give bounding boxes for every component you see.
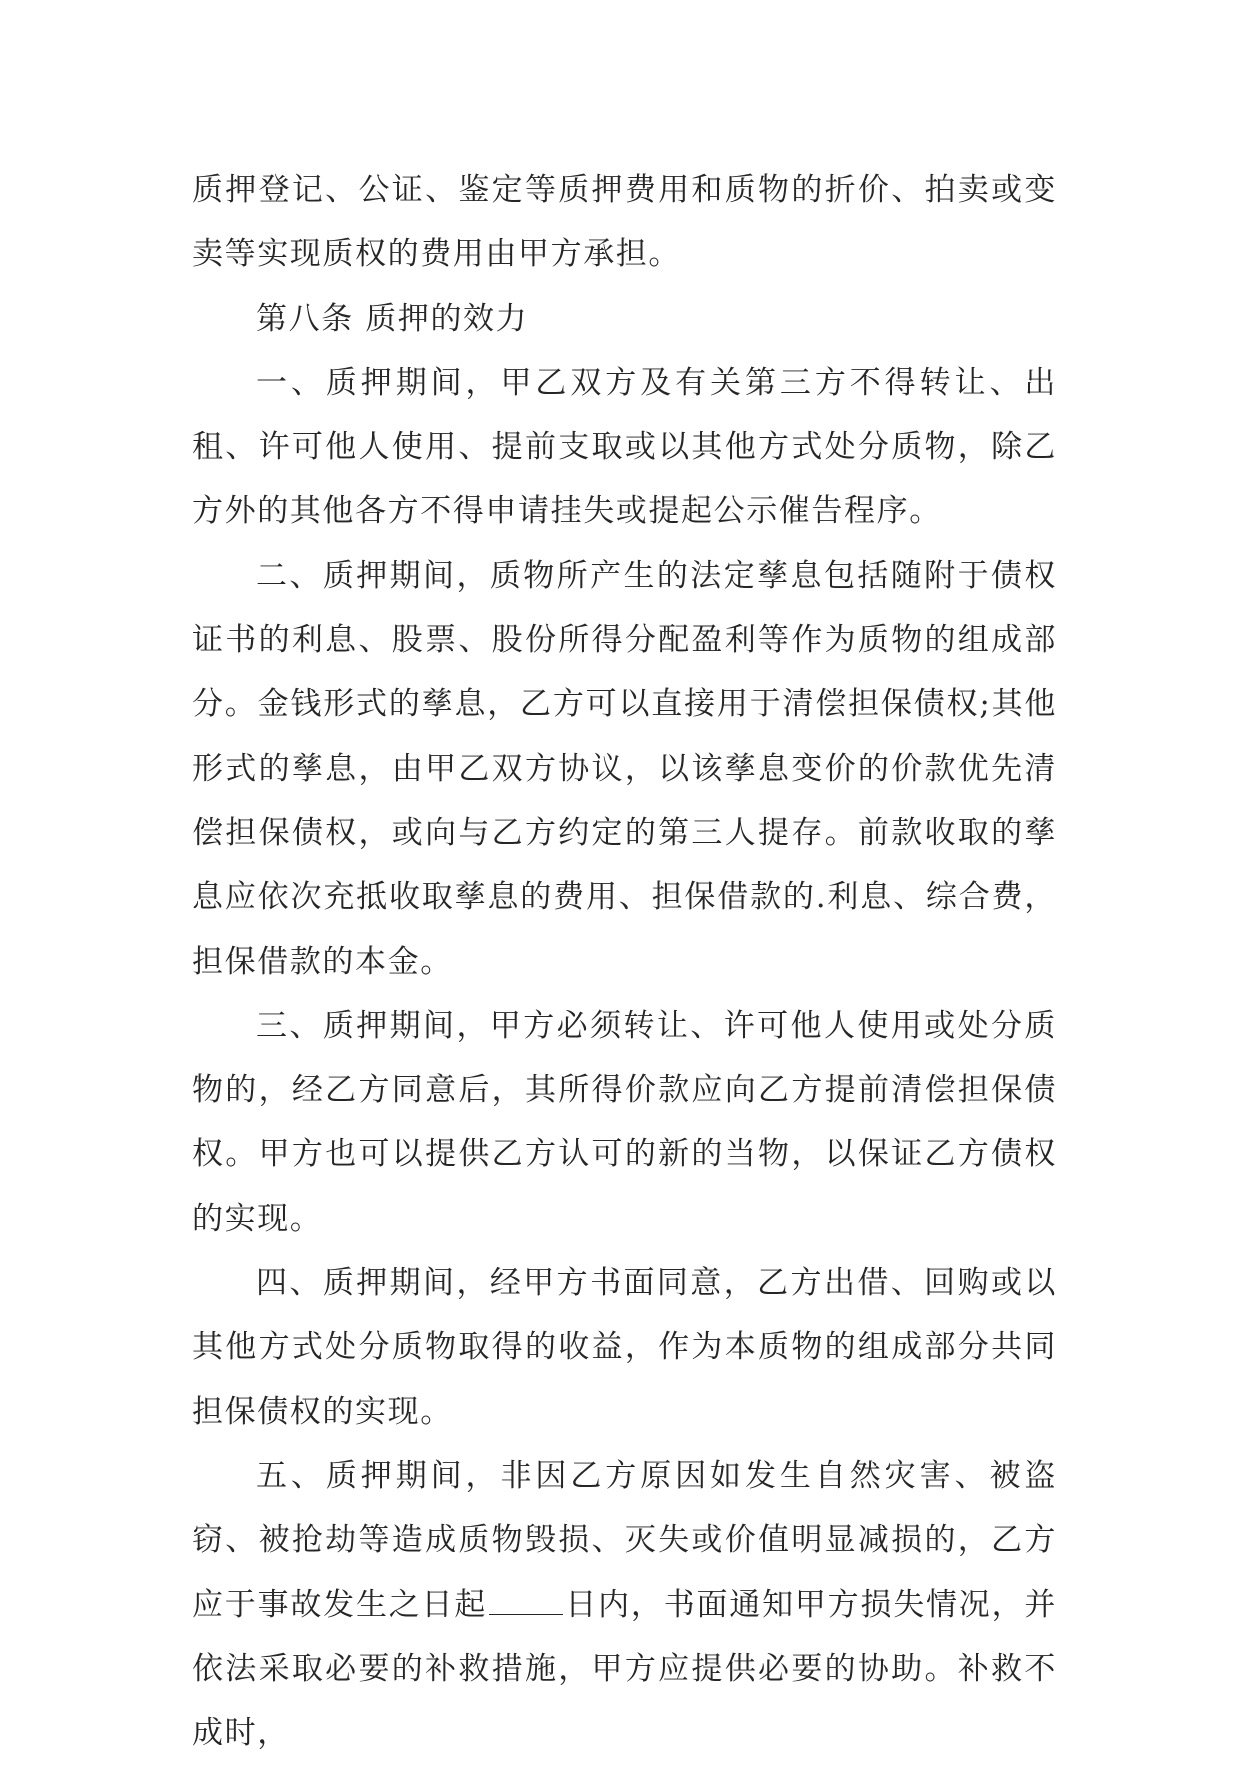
document-body [192,158,1057,1765]
clause-one: 一、质押期间，甲乙双方及有关第三方不得转让、出租、许可他人使用、提前支取或以其他方式处分质物，除乙方外的其他各方不得申请挂失或提起公示催告程序。 [192,364,1057,530]
clause-three: 三、质押期间，甲方必须转让、许可他人使用或处分质物的，经乙方同意后，其所得价款应向乙方提前清偿担保债权。甲方也可以提供乙方认可的新的当物，以保证乙方债权的实现。 [192,1007,1057,1237]
continuation-paragraph: 质押登记、公证、鉴定等质押费用和质物的折价、拍卖或变卖等实现质权的费用由甲方承担。 [192,172,1057,273]
clause-two: 二、质押期间，质物所产生的法定孳息包括随附于债权证书的利息、股票、股份所得分配盈利等作为质物的组成部分。金钱形式的孳息，乙方可以直接用于清偿担保债权;其他形式的孳息，由甲乙双方协议，以该孳息变价的价款优先清偿担保债权，或向与乙方约定的第三人提存。前款收取的孳息应依次充抵收取孳息的费用、担保借款的.利息、综合费，担保借款的本金。 [192,557,1057,980]
clause-five-text-after-blank: 日内，书面通知甲方损失情况，并依法采取必要的补救措施，甲方应提供必要的协助。补救不成时， [192,1586,1057,1752]
article-heading: 第八条 质押的效力 [256,300,529,337]
clause-five-text-before-blank: 五、质押期间，非因乙方原因如发生自然灾害、被盗窃、被抢劫等造成质物毁损、灭失或价值明显减损的，乙方应于事故发生之日起 [192,1457,1057,1623]
clause-five [192,1444,1057,1765]
clause-four: 四、质押期间，经甲方书面同意，乙方出借、回购或以其他方式处分质物取得的收益，作为本质物的组成部分共同担保债权的实现。 [192,1265,1057,1430]
fill-in-blank [489,1588,563,1615]
